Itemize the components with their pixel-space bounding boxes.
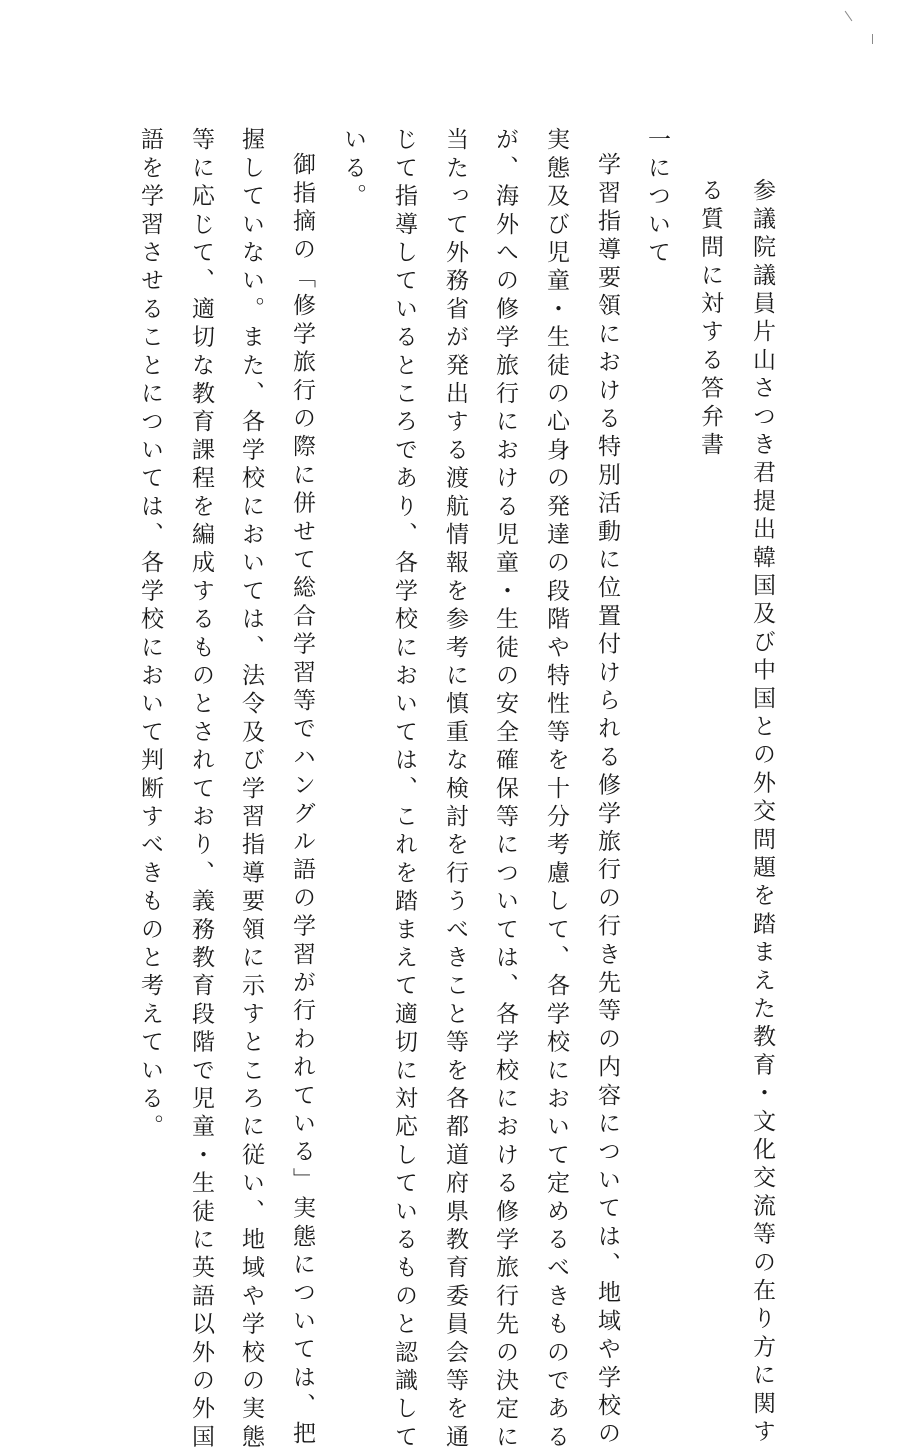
paragraph1-line-4: 当たって外務省が発出する渡航情報を参考に慎重な検討を行うべきこと等を各都道府県教育委員会等を通: [442, 127, 468, 1452]
paragraph2-line-4: 語を学習させることについては、各学校において判断すべきものと考えている。: [137, 127, 163, 1143]
scan-artifact: [845, 11, 853, 21]
paragraph2-line-2: 握していない。また、各学校においては、法令及び学習指導要領に示すところに従い、地域や学校の実態: [238, 127, 264, 1452]
title-line-2: る質問に対する答弁書: [697, 178, 723, 460]
paragraph2-line-3: 等に応じて、適切な教育課程を編成するものとされており、義務教育段階で児童・生徒に英語以外の外国: [188, 127, 214, 1452]
paragraph1-line-5: じて指導しているところであり、各学校においては、これを踏まえて適切に対応しているものと認識して: [391, 127, 417, 1452]
paragraph1-line-6: いる。: [340, 127, 366, 212]
paragraph2-line-1: 御指摘の「修学旅行の際に併せて総合学習等でハングル語の学習が行われている」実態については、把: [289, 152, 315, 1450]
paragraph1-line-1: 学習指導要領における特別活動に位置付けられる修学旅行の行き先等の内容については、地域や学校の: [594, 152, 620, 1450]
paragraph1-line-3: が、海外への修学旅行における児童・生徒の安全確保等については、各学校における修学旅行先の決定に: [492, 127, 518, 1452]
paragraph1-line-2: 実態及び児童・生徒の心身の発達の段階や特性等を十分考慮して、各学校において定めるべきものである: [543, 127, 569, 1452]
scan-artifact: [872, 34, 873, 44]
section-heading: 一について: [644, 127, 670, 268]
title-line-1: 参議院議員片山さつき君提出韓国及び中国との外交問題を踏まえた教育・文化交流等の在り方に関す: [749, 178, 775, 1447]
